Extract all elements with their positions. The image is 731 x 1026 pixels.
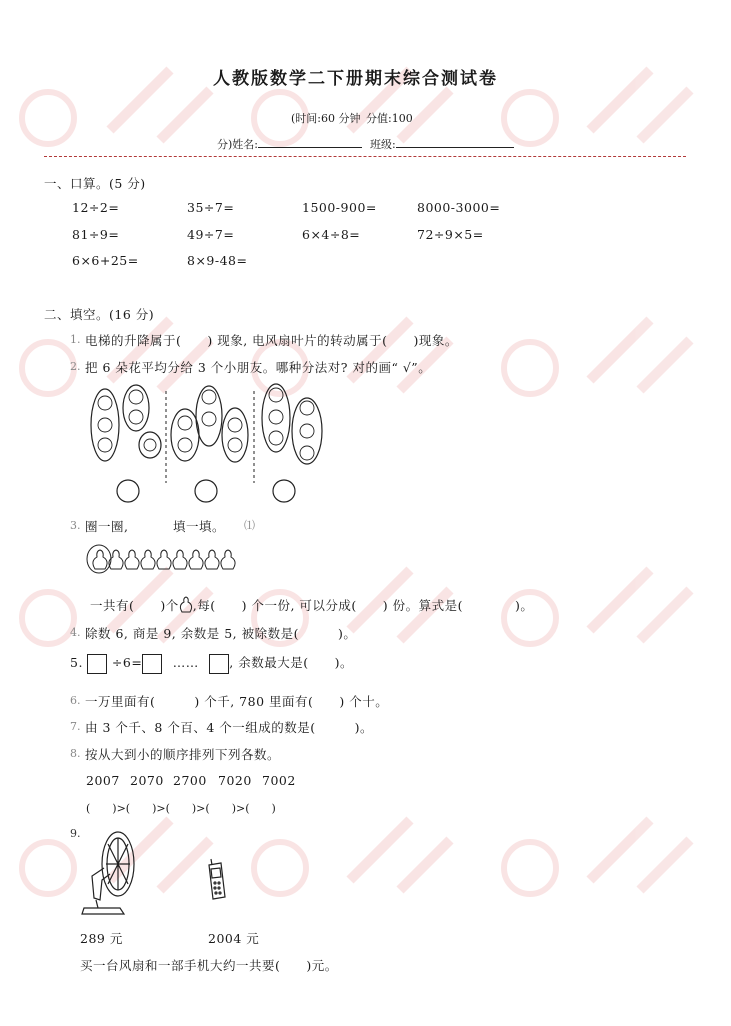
dividend-box[interactable] [87, 654, 107, 674]
phone-icon [203, 857, 229, 903]
problem: 72÷9×5= [417, 227, 484, 242]
page-title: 人教版数学二下册期末综合测试卷 [213, 69, 498, 89]
question-number: 3. [70, 519, 81, 532]
question-number: 1. [70, 333, 81, 346]
flower-division-illustration [86, 383, 346, 505]
problem: 6×6+25= [72, 253, 139, 268]
class-label-text: 班级: [370, 138, 396, 151]
question-5-divide: ÷6= [111, 655, 143, 670]
question-5-tail: , 余数最大是( )。 [229, 655, 353, 670]
question-number: 2. [70, 360, 81, 373]
question-3-fill-a: 一共有( )个 [90, 598, 179, 613]
question-5 [70, 653, 353, 674]
time-label: (时间:60 分钟 [291, 112, 361, 125]
question-9: 买一台风扇和一部手机大约一共要( )元。 [80, 958, 338, 973]
class-field[interactable] [396, 135, 514, 148]
section1-heading: 一、口算。(5 分) [44, 176, 146, 191]
name-label-text: 分)姓名: [217, 138, 258, 151]
problem: 6×4÷8= [302, 227, 361, 242]
question-number: 6. [70, 694, 81, 707]
question-number: 7. [70, 720, 81, 733]
question-6: 一万里面有( ) 个千, 780 里面有( ) 个十。 [85, 694, 389, 709]
question-3b: 填一填。 [173, 519, 226, 534]
quotient-box[interactable] [142, 654, 162, 674]
question-number: 9. [70, 827, 81, 840]
section2-heading: 二、填空。(16 分) [44, 307, 155, 322]
problem: 81÷9= [72, 227, 120, 242]
question-3a: 圈一圈, [85, 519, 129, 534]
problem: 35÷7= [187, 200, 235, 215]
problem: 12÷2= [72, 200, 120, 215]
score-label: 分值:100 [366, 112, 413, 125]
phone-price: 2004 元 [208, 931, 260, 946]
question-number: 4. [70, 626, 81, 639]
fan-price: 289 元 [80, 931, 123, 946]
pear-icon [179, 597, 193, 613]
number-item: 7002 [262, 773, 296, 788]
name-field[interactable] [258, 135, 362, 148]
question-3-fill-b: ,每( ) 个一份, 可以分成( ) 份。算式是( )。 [192, 598, 534, 613]
divider [44, 156, 686, 157]
question-8: 按从大到小的顺序排列下列各数。 [85, 747, 281, 762]
problem: 49÷7= [187, 227, 235, 242]
question-3-fill [90, 596, 533, 614]
question-1: 电梯的升降属于( ) 现象, 电风扇叶片的转动属于( )现象。 [85, 333, 458, 348]
name-label [217, 135, 362, 152]
pear-row-illustration [86, 543, 246, 575]
problem: 8×9-48= [187, 253, 248, 268]
question-7: 由 3 个千、8 个百、4 个一组成的数是( )。 [85, 720, 374, 735]
number-item: 2007 [86, 773, 120, 788]
question-number: 8. [70, 747, 81, 760]
number-item: 7020 [218, 773, 252, 788]
question-4: 除数 6, 商是 9, 余数是 5, 被除数是( )。 [85, 626, 357, 641]
class-label [370, 135, 514, 152]
question-number: 5. [70, 655, 83, 670]
fan-icon [80, 828, 140, 918]
question-3-mark: ⑴ [244, 519, 255, 532]
question-5-ellipsis: …… [172, 655, 199, 670]
problem: 8000-3000= [417, 200, 501, 215]
number-item: 2070 [130, 773, 164, 788]
question-2: 把 6 朵花平均分给 3 个小朋友。哪种分法对? 对的画“ √”。 [85, 360, 432, 375]
remainder-box[interactable] [209, 654, 229, 674]
problem: 1500-900= [302, 200, 377, 215]
number-item: 2700 [173, 773, 207, 788]
order-blanks[interactable]: ( )>( )>( )>( )>( ) [86, 802, 276, 815]
